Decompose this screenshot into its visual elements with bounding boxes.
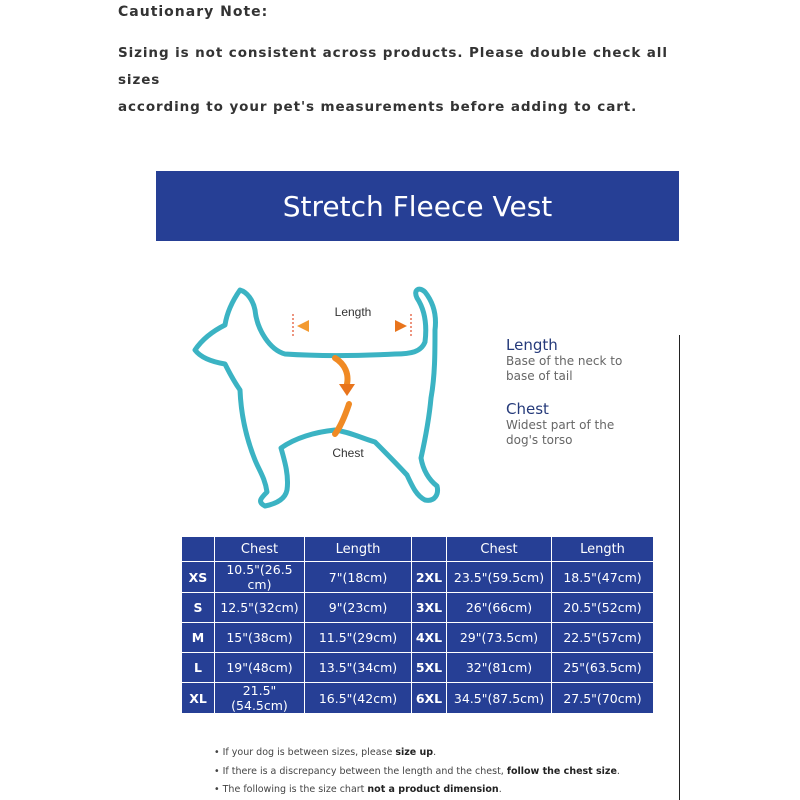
size-cell: 6XL [412,683,447,714]
length-cell: 22.5"(57cm) [552,623,654,653]
cautionary-note-line-1: Sizing is not consistent across products. Please double check all sizes [118,45,668,88]
chest-cell: 21.5"(54.5cm) [215,683,305,714]
chest-cell: 15"(38cm) [215,623,305,653]
divider-line [679,335,680,800]
header-length-left: Length [305,537,412,562]
size-note-1-text: If your dog is between sizes, please [222,747,396,758]
dog-outline-icon [195,289,438,506]
header-size-left [182,537,215,562]
length-cell: 25"(63.5cm) [552,653,654,683]
length-cell: 16.5"(42cm) [305,683,412,714]
chest-cell: 19"(48cm) [215,653,305,683]
cautionary-note-text [118,40,678,121]
length-cell: 9"(23cm) [305,593,412,623]
table-row [182,562,654,593]
chest-cell: 32"(81cm) [447,653,552,683]
length-diagram-label: Length [334,305,372,319]
size-note-1: • If your dog is between sizes, please size up. [214,747,437,758]
header-length-right: Length [552,537,654,562]
chest-cell: 23.5"(59.5cm) [447,562,552,593]
size-note-3: • The following is the size chart not a product dimension. [214,784,502,795]
size-cell: L [182,653,215,683]
size-note-3-text: The following is the size chart [222,784,368,795]
table-row [182,683,654,714]
chest-cell: 12.5"(32cm) [215,593,305,623]
size-cell: XS [182,562,215,593]
length-cell: 13.5"(34cm) [305,653,412,683]
size-cell: 4XL [412,623,447,653]
chest-diagram-label: Chest [332,446,364,460]
legend-chest-line-1: Widest part of the [506,418,615,432]
length-cell: 18.5"(47cm) [552,562,654,593]
legend-length-line-1: Base of the neck to [506,354,623,368]
legend-chest-heading: Chest [506,400,549,418]
cautionary-note-line-2: according to your pet's measurements before adding to cart. [118,99,638,115]
size-cell: S [182,593,215,623]
length-cell: 7"(18cm) [305,562,412,593]
size-chart-table [181,536,654,714]
size-chart-header-row [182,537,654,562]
legend-length-line-2: base of tail [506,369,573,383]
dog-measurement-diagram [185,280,475,520]
length-cell: 27.5"(70cm) [552,683,654,714]
product-title-banner [156,171,679,241]
chest-cell: 29"(73.5cm) [447,623,552,653]
size-cell: 5XL [412,653,447,683]
size-cell: XL [182,683,215,714]
table-row [182,653,654,683]
legend-chest-line-2: dog's torso [506,433,573,447]
header-size-right [412,537,447,562]
header-chest-right: Chest [447,537,552,562]
product-title: Stretch Fleece Vest [282,189,553,223]
size-note-2-text: If there is a discrepancy between the length and the chest, [222,765,507,777]
length-cell: 20.5"(52cm) [552,593,654,623]
size-note-3-bold: not a product dimension [367,784,499,795]
size-cell: 3XL [412,593,447,623]
size-note-2-end: . [616,765,620,777]
size-note-1-end: . [433,747,437,758]
table-row [182,593,654,623]
size-cell: 2XL [412,562,447,593]
chest-cell: 10.5"(26.5 cm) [215,562,305,593]
cautionary-note-title: Cautionary Note: [118,4,269,20]
legend-chest [506,400,626,448]
length-cell: 11.5"(29cm) [305,623,412,653]
size-note-1-bold: size up [395,747,434,758]
legend-length [506,336,626,384]
size-cell: M [182,623,215,653]
size-note-2-bold: follow the chest size [506,765,617,777]
table-row [182,623,654,653]
size-note-3-end: . [498,784,502,795]
header-chest-left: Chest [215,537,305,562]
size-notes [214,744,620,800]
chest-cell: 34.5"(87.5cm) [447,683,552,714]
size-note-2: • If there is a discrepancy between the length and the chest, follow the chest size. [214,765,620,777]
legend-length-heading: Length [506,336,558,354]
chest-cell: 26"(66cm) [447,593,552,623]
